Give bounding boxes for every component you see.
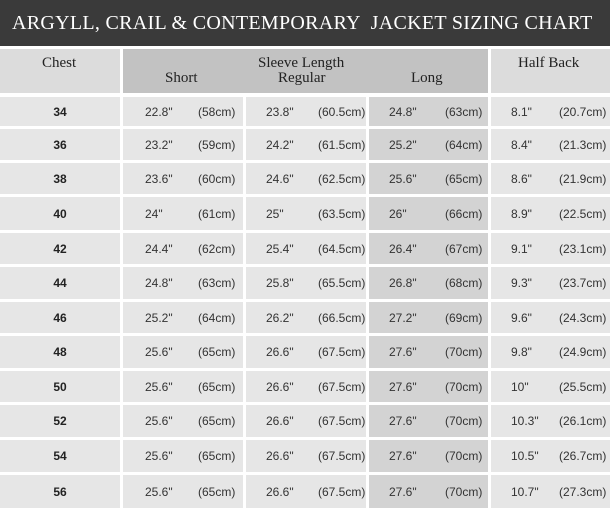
value-inches: 27.6"	[389, 484, 417, 499]
value-inches: 9.1"	[511, 241, 532, 256]
value-inches: 25.6"	[145, 484, 173, 499]
value-inches: 9.8"	[511, 345, 532, 359]
value-cm: (65cm)	[198, 484, 236, 499]
value-inches: 24.8"	[145, 276, 173, 290]
cell-regular	[246, 302, 366, 333]
value-cm: (64cm)	[198, 310, 236, 325]
value-cm: (23.7cm)	[559, 276, 607, 290]
header-chest	[0, 49, 120, 93]
cell-short	[123, 197, 243, 230]
value-inches: 10"	[511, 379, 529, 394]
value-inches: 25.8"	[266, 276, 294, 290]
cell-regular	[246, 336, 366, 368]
value-cm: (65.5cm)	[318, 276, 366, 290]
value-cm: (65cm)	[445, 171, 483, 186]
cell-short	[123, 475, 243, 508]
cell-chest: 34	[0, 97, 120, 126]
value-cm: (60.5cm)	[318, 104, 366, 119]
cell-regular	[246, 267, 366, 299]
value-cm: (60cm)	[198, 171, 236, 186]
value-inches: 8.6"	[511, 171, 532, 186]
value-inches: 24.2"	[266, 137, 294, 152]
value-cm: (65cm)	[198, 379, 236, 394]
value-cm: (62cm)	[198, 241, 236, 256]
value-cm: (70cm)	[445, 414, 483, 428]
value-cm: (62.5cm)	[318, 171, 366, 186]
value-cm: (65cm)	[198, 345, 236, 359]
header-sleeve-length	[123, 49, 488, 93]
cell-long	[369, 97, 488, 126]
cell-long	[369, 302, 488, 333]
value-cm: (70cm)	[445, 449, 483, 463]
value-cm: (23.1cm)	[559, 241, 607, 256]
value-cm: (24.9cm)	[559, 345, 607, 359]
cell-long	[369, 405, 488, 437]
cell-short	[123, 371, 243, 402]
cell-regular	[246, 371, 366, 402]
cell-short	[123, 233, 243, 264]
cell-chest: 44	[0, 267, 120, 299]
value-inches: 8.9"	[511, 206, 532, 221]
value-cm: (67.5cm)	[318, 484, 366, 499]
value-inches: 10.7"	[511, 484, 539, 499]
cell-chest: 46	[0, 302, 120, 333]
value-cm: (67.5cm)	[318, 345, 366, 359]
cell-chest: 54	[0, 440, 120, 472]
value-inches: 25.6"	[145, 379, 173, 394]
value-cm: (64cm)	[445, 137, 483, 152]
cell-half-back	[491, 371, 610, 402]
value-inches: 25.2"	[389, 137, 417, 152]
header-long-label: Long	[411, 70, 443, 86]
value-inches: 25.6"	[389, 171, 417, 186]
value-inches: 26.6"	[266, 345, 294, 359]
cell-regular	[246, 163, 366, 194]
value-cm: (70cm)	[445, 379, 483, 394]
value-inches: 8.1"	[511, 104, 532, 119]
cell-short	[123, 302, 243, 333]
value-inches: 25.6"	[145, 449, 173, 463]
value-cm: (64.5cm)	[318, 241, 366, 256]
header-half-back-label: Half Back	[518, 55, 580, 71]
value-cm: (70cm)	[445, 484, 483, 499]
value-cm: (66cm)	[445, 206, 483, 221]
value-inches: 26.6"	[266, 449, 294, 463]
value-inches: 10.5"	[511, 449, 539, 463]
value-cm: (70cm)	[445, 345, 483, 359]
cell-short	[123, 163, 243, 194]
cell-chest: 52	[0, 405, 120, 437]
value-inches: 26.6"	[266, 379, 294, 394]
value-inches: 26.6"	[266, 414, 294, 428]
value-inches: 26.4"	[389, 241, 417, 256]
header-short-label: Short	[165, 70, 198, 86]
value-inches: 27.6"	[389, 345, 417, 359]
value-inches: 27.6"	[389, 449, 417, 463]
value-inches: 27.6"	[389, 379, 417, 394]
value-cm: (63cm)	[198, 276, 236, 290]
value-cm: (22.5cm)	[559, 206, 607, 221]
cell-long	[369, 197, 488, 230]
value-cm: (67.5cm)	[318, 379, 366, 394]
value-inches: 9.3"	[511, 276, 532, 290]
value-cm: (66.5cm)	[318, 310, 366, 325]
value-inches: 24"	[145, 206, 163, 221]
value-cm: (24.3cm)	[559, 310, 607, 325]
cell-short	[123, 440, 243, 472]
value-cm: (63.5cm)	[318, 206, 366, 221]
value-inches: 23.8"	[266, 104, 294, 119]
cell-long	[369, 267, 488, 299]
cell-long	[369, 440, 488, 472]
value-cm: (65cm)	[198, 414, 236, 428]
value-cm: (26.7cm)	[559, 449, 607, 463]
value-inches: 24.6"	[266, 171, 294, 186]
value-inches: 26.8"	[389, 276, 417, 290]
value-inches: 26.6"	[266, 484, 294, 499]
value-cm: (59cm)	[198, 137, 236, 152]
cell-long	[369, 233, 488, 264]
cell-long	[369, 371, 488, 402]
value-cm: (27.3cm)	[559, 484, 607, 499]
cell-short	[123, 336, 243, 368]
cell-regular	[246, 440, 366, 472]
value-inches: 25.4"	[266, 241, 294, 256]
value-inches: 27.6"	[389, 414, 417, 428]
value-cm: (63cm)	[445, 104, 483, 119]
cell-half-back	[491, 197, 610, 230]
cell-long	[369, 163, 488, 194]
value-inches: 27.2"	[389, 310, 417, 325]
cell-short	[123, 267, 243, 299]
cell-chest: 48	[0, 336, 120, 368]
value-cm: (68cm)	[445, 276, 483, 290]
cell-half-back	[491, 440, 610, 472]
value-inches: 23.6"	[145, 171, 173, 186]
value-inches: 25"	[266, 206, 284, 221]
cell-short	[123, 405, 243, 437]
value-cm: (67.5cm)	[318, 414, 366, 428]
cell-chest: 36	[0, 129, 120, 160]
value-inches: 10.3"	[511, 414, 539, 428]
cell-regular	[246, 405, 366, 437]
cell-half-back	[491, 233, 610, 264]
cell-half-back	[491, 163, 610, 194]
value-cm: (61.5cm)	[318, 137, 366, 152]
value-inches: 26.2"	[266, 310, 294, 325]
value-inches: 8.4"	[511, 137, 532, 152]
cell-half-back	[491, 97, 610, 126]
value-cm: (25.5cm)	[559, 379, 607, 394]
value-cm: (21.3cm)	[559, 137, 607, 152]
value-cm: (69cm)	[445, 310, 483, 325]
value-cm: (26.1cm)	[559, 414, 607, 428]
value-inches: 22.8"	[145, 104, 173, 119]
cell-regular	[246, 129, 366, 160]
value-inches: 25.6"	[145, 345, 173, 359]
value-cm: (20.7cm)	[559, 104, 607, 119]
value-cm: (67.5cm)	[318, 449, 366, 463]
header-half-back	[491, 49, 610, 93]
cell-long	[369, 129, 488, 160]
header-sleeve-length-label: Sleeve Length	[258, 55, 345, 71]
cell-chest: 38	[0, 163, 120, 194]
cell-chest: 50	[0, 371, 120, 402]
cell-half-back	[491, 267, 610, 299]
value-inches: 23.2"	[145, 137, 173, 152]
cell-chest: 40	[0, 197, 120, 230]
value-cm: (21.9cm)	[559, 171, 607, 186]
chart-title: ARGYLL, CRAIL & CONTEMPORARY JACKET SIZING CHART	[0, 0, 610, 46]
header-regular-label: Regular	[278, 70, 326, 86]
cell-long	[369, 336, 488, 368]
value-inches: 26"	[389, 206, 407, 221]
cell-half-back	[491, 475, 610, 508]
cell-short	[123, 129, 243, 160]
header-chest-label: Chest	[42, 55, 77, 71]
cell-regular	[246, 475, 366, 508]
value-inches: 25.2"	[145, 310, 173, 325]
value-inches: 9.6"	[511, 310, 532, 325]
cell-long	[369, 475, 488, 508]
cell-half-back	[491, 405, 610, 437]
cell-half-back	[491, 302, 610, 333]
value-inches: 25.6"	[145, 414, 173, 428]
value-inches: 24.4"	[145, 241, 173, 256]
value-inches: 24.8"	[389, 104, 417, 119]
cell-chest: 42	[0, 233, 120, 264]
cell-regular	[246, 233, 366, 264]
cell-chest: 56	[0, 475, 120, 508]
cell-half-back	[491, 129, 610, 160]
cell-regular	[246, 197, 366, 230]
value-cm: (65cm)	[198, 449, 236, 463]
cell-half-back	[491, 336, 610, 368]
value-cm: (58cm)	[198, 104, 236, 119]
cell-short	[123, 97, 243, 126]
value-cm: (67cm)	[445, 241, 483, 256]
value-cm: (61cm)	[198, 206, 236, 221]
cell-regular	[246, 97, 366, 126]
